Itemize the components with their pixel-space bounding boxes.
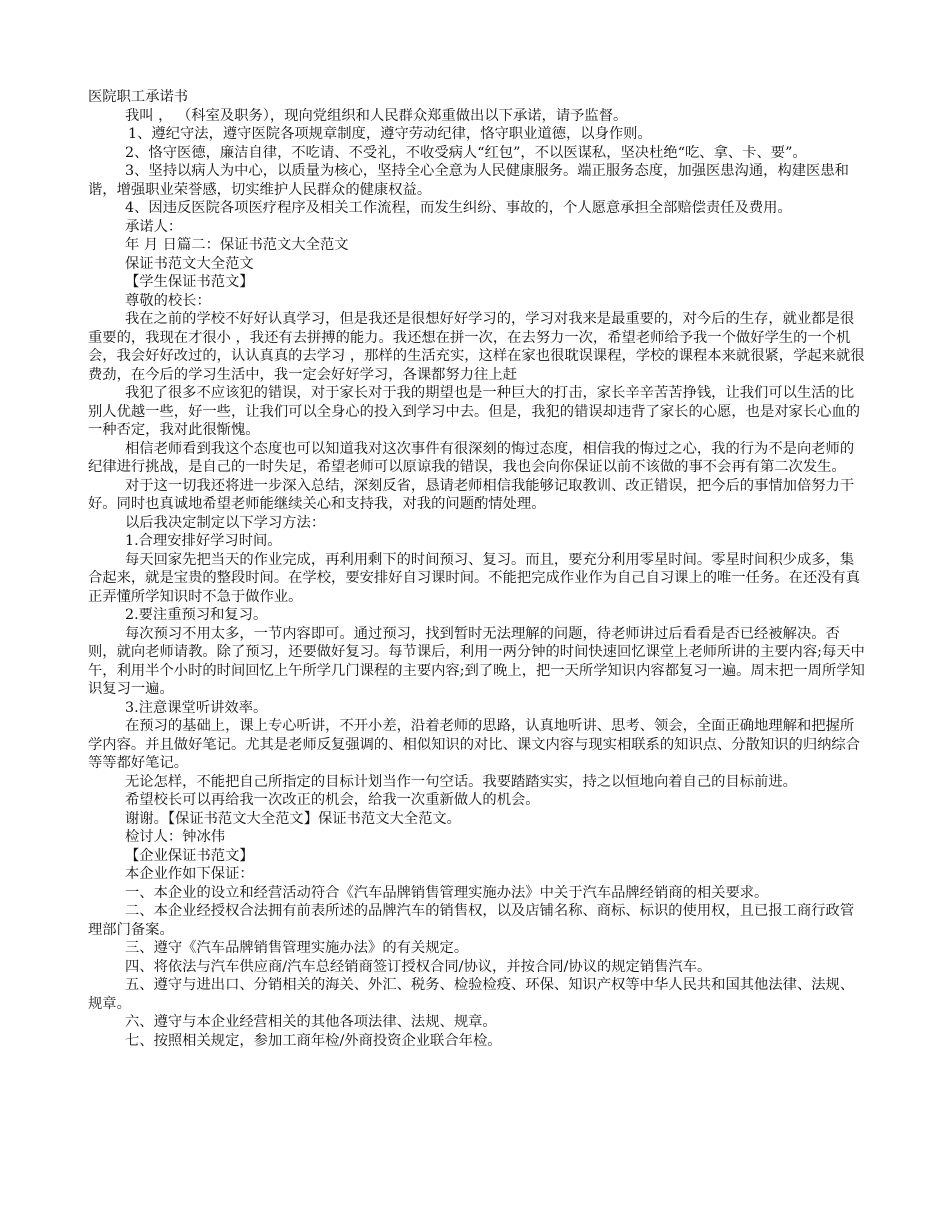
paragraph: 五、遵守与进出口、分销相关的海关、外汇、税务、检验检疫、环保、知识产权等中华人民共和国其他法律、法规、规章。 [88,977,855,1012]
paragraph: 3、坚持以病人为中心，以质量为核心，坚持全心全意为人民健康服务。端正服务态度，加强医患沟通，构建医患和谐，增强职业荣誉感，切实维护人民群众的健康权益。 [88,163,849,198]
paragraph: 三、遵守《汽车品牌销售管理实施办法》的有关规定。 [125,940,469,956]
list-heading: 1.合理安排好学习时间。 [125,533,282,549]
paragraph: 在预习的基础上，课上专心听讲，不开小差，沿着老师的思路，认真地听讲、思考、领会，全面正确地理解和把握所学内容。并且做好笔记。尤其是老师反复强调的、相似知识的对比、课文内容与现实相联系的知识点、分散知识的归纳综合等等都好笔记。 [88,718,861,771]
paragraph: 对于这一切我还将进一步深入总结，深刻反省，恳请老师相信我能够记取教训、改正错误，把今后的事情加倍努力干好。同时也真诚地希望老师能继续关心和支持我，对我的问题酌情处理。 [88,477,855,512]
paragraph: 四、将依法与汽车供应商/汽车总经销商签订授权合同/协议，并按合同/协议的规定销售汽车。 [125,958,712,975]
paragraph: 4、因违反医院各项医疗程序及相关工作流程，而发生纠纷、事故的，个人愿意承担全部赔偿责任及费用。 [125,200,792,216]
section-title: 保证书范文大全范文 [125,255,254,272]
section-heading: 【学生保证书范文】 [125,274,254,290]
paragraph: 七、按照相关规定，参加工商年检/外商投资企业联合年检。 [125,1032,502,1049]
salutation: 尊敬的校长： [125,292,211,309]
paragraph: 一、本企业的设立和经营活动符合《汽车品牌销售管理实施办法》中关于汽车品牌经销商的相关要求。 [125,884,769,901]
section-heading: 【企业保证书范文】 [125,847,254,864]
paragraph: 无论怎样，不能把自己所指定的目标计划当作一句空话。我要踏踏实实，持之以恒地向着自己的目标前进。 [125,773,797,790]
document-body [88,88,868,1050]
paragraph: 本企业作如下保证： [125,866,254,882]
paragraph: 我犯了很多不应该犯的错误，对于家长对于我的期望也是一种巨大的打击，家长辛辛苦苦挣钱，让我们可以生活的比别人优越一些，好一些，让我们可以全身心的投入到学习中去。但是，我犯的错误却违背了家长的心愿，也是对家长心血的一种否定，我对此很惭愧。 [88,385,861,438]
paragraph: 每天回家先把当天的作业完成，再利用剩下的时间预习、复习。而且，要充分利用零星时间。零星时间积少成多，集合起来，就是宝贵的整段时间。在学校，要安排好自习课时间。不能把完成作业作为自己自习课上的唯一任务。在还没有真正弄懂所学知识时不急于做作业。 [88,551,861,605]
paragraph: 年 月 日篇二：保证书范文大全范文 [125,237,349,253]
paragraph: 谢谢。【保证书范文大全范文】保证书范文大全范文。 [125,810,461,827]
list-heading: 3.注意课堂听讲效率。 [125,699,268,716]
paragraph: 六、遵守与本企业经营相关的其他各项法律、法规、规章。 [125,1014,497,1030]
paragraph: 承诺人： [125,218,183,235]
paragraph: 二、本企业经授权合法拥有前表所述的品牌汽车的销售权，以及店铺名称、商标、标识的使用权，且已报工商行政管理部门备案。 [88,903,855,938]
list-heading: 2.要注重预习和复习。 [125,607,268,623]
paragraph: 希望校长可以再给我一次改正的机会，给我一次重新做人的机会。 [125,792,540,808]
signature-line: 检讨人：钟冰伟 [125,829,226,845]
document-title: 医院职工承诺书 [88,89,189,105]
paragraph: 每次预习不用太多，一节内容即可。通过预习，找到暂时无法理解的问题，待老师讲过后看看是否已经被解决。否则，就向老师请教。除了预习，还要做好复习。每节课后，利用一两分钟的时间快速回忆课堂上老师所讲的主要内容;每天中午，利用半个小时的时间回忆上午所学几门课程的主要内容;到了晚上，把一天所学知识内容都复习一遍。周末把一周所学知识复习一遍。 [88,625,865,697]
paragraph: 相信老师看到我这个态度也可以知道我对这次事件有很深刻的悔过态度，相信我的悔过之心，我的行为不是向老师的纪律进行挑战，是自己的一时失足，希望老师可以原谅我的错误，我也会向你保证以前不该做的事不会再有第二次发生。 [88,440,855,475]
paragraph: 2、恪守医德，廉洁自律，不吃请、不受礼，不收受病人“红包”，不以医谋私，坚决杜绝“吃、拿、卡、要”。 [125,144,807,161]
paragraph: 以后我决定制定以下学习方法： [125,514,326,531]
paragraph: 我叫 ， （科室及职务），现向党组织和人民群众郑重做出以下承诺，请予监督。 [125,107,628,124]
paragraph: 我在之前的学校不好好认真学习，但是我还是很想好好学习的，学习对我来是最重要的，对今后的生存，就业都是很重要的，我现在才很小 ，我还有去拼搏的能力。我还想在拼一次，在去努力一次，希望老师给予我一个做好学生的一个机会，我会好好改过的，认认真真的去学习 ，那样的生活充实，这样在家也很耽误课程，学校的课程本来就很紧，学起来就很费劲，在今后的学习生活中，我一定会好好学习，各课都努力往上赶 [88,311,865,383]
paragraph: 1、遵纪守法，遵守医院各项规章制度，遵守劳动纪律，恪守职业道德，以身作则。 [128,126,652,142]
